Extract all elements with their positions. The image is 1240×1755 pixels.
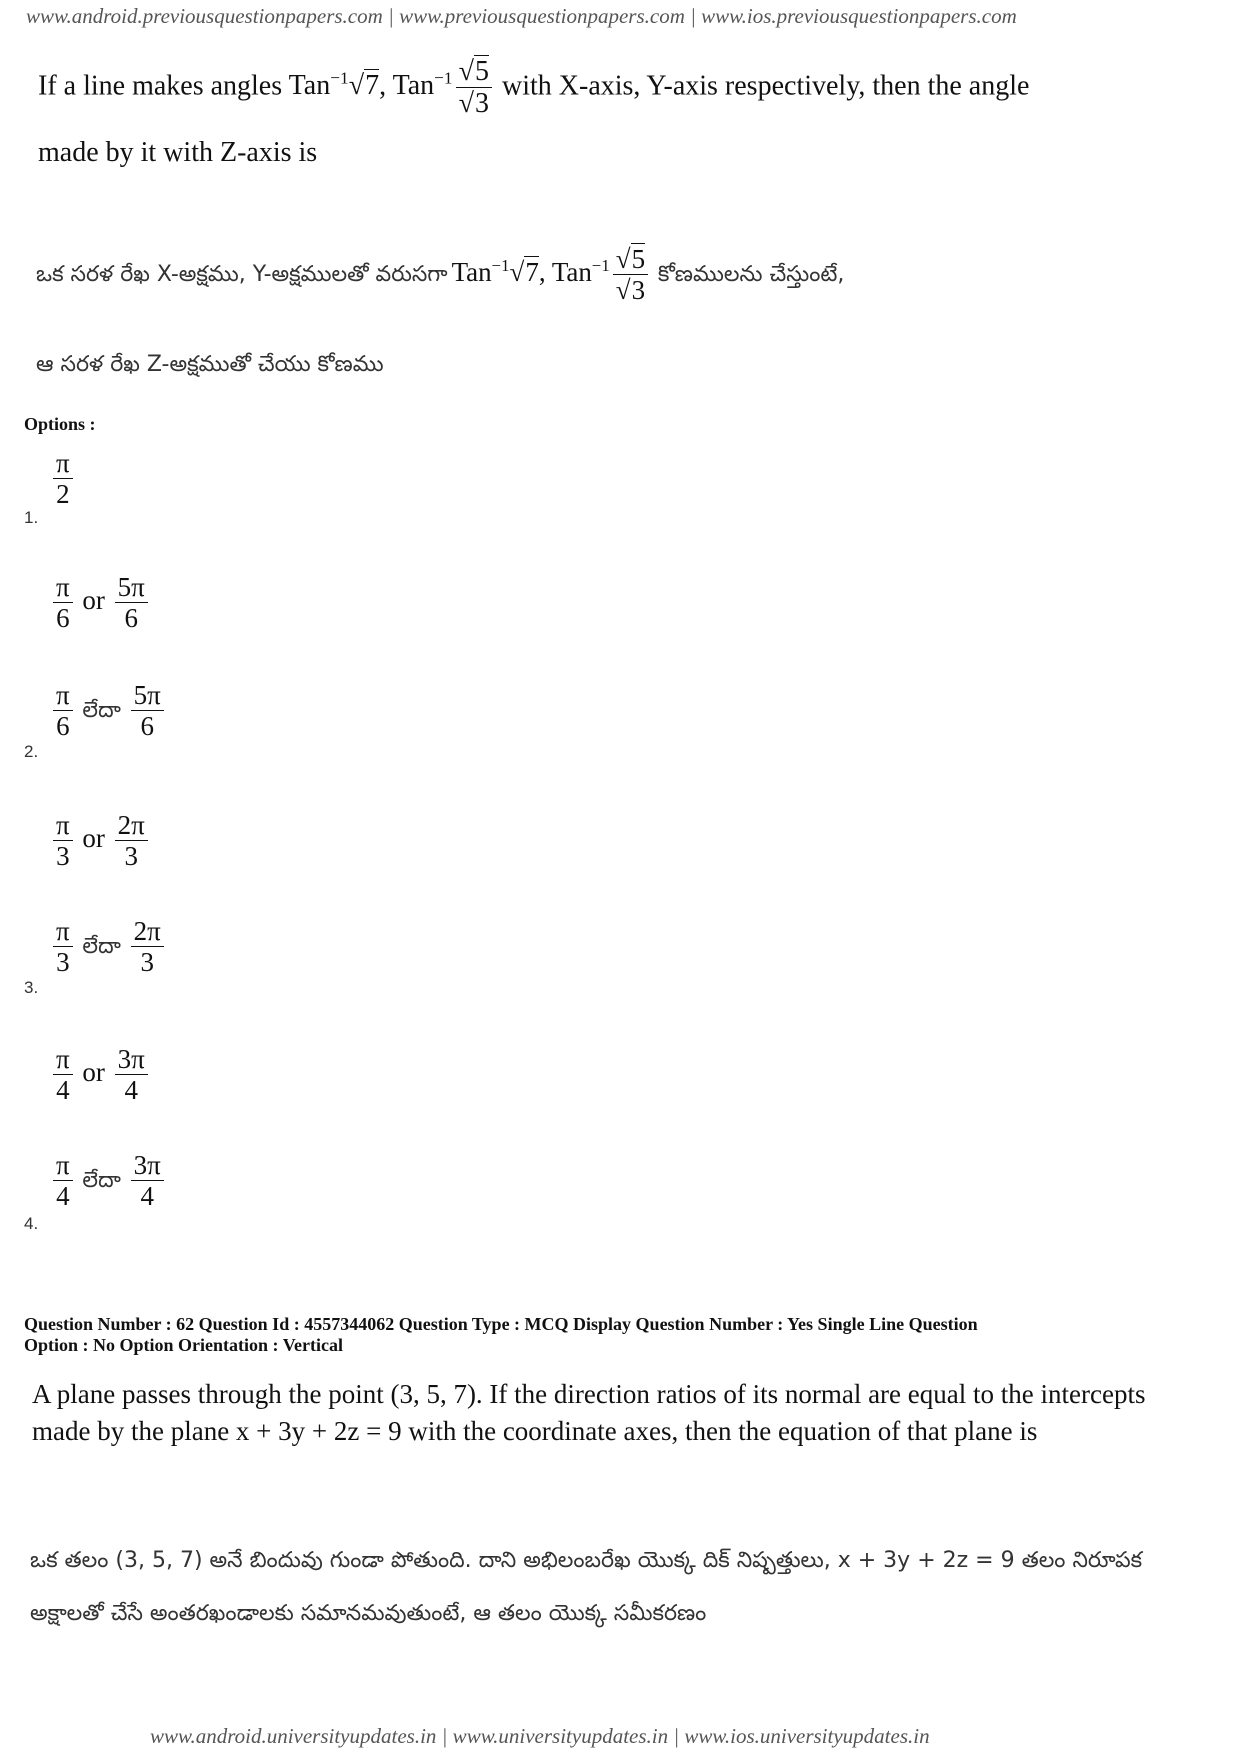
option-4-en: $\frac{\pi}{4}$ or $\frac{3\pi}{4}$ [50,1044,151,1105]
option-4-te: $\frac{\pi}{4}$ లేదా $\frac{3\pi}{4}$ [50,1150,167,1211]
q62-telugu: ఒక తలం (3, 5, 7) అనే బిందువు గుండా పోతుంది. దాని అభిలంబరేఖ యొక్క దిక్ నిష్పత్తులు, x + 3y + 2z = 9 తలం నిరూపక అక్షాలతో చేసే అంతరఖండాలకు సమానమవుతుంటే, ఆ తలం యొక్క సమీకరణం [30,1548,1143,1626]
q61-suffix: with X-axis, Y-axis respectively, then the angle [502,70,1030,102]
option-2-number: 2. [24,742,39,761]
q61-english-line2: made by it with Z-axis is [38,137,318,168]
q61-te-prefix: ఒక సరళ రేఖ X-అక్షము, Y-అక్షములతో వరుసగా [36,261,448,287]
option-1-en: $\frac{\pi}{2}$ [50,448,76,509]
q61-telugu-line2: ఆ సరళ రేఖ Z-అక్షముతో చేయు కోణము [36,352,384,377]
option-3-en: $\frac{\pi}{3}$ or $\frac{2\pi}{3}$ [50,810,151,871]
q62-meta-line1: Question Number : 62 Question Id : 4557344062 Question Type : MCQ Display Question Number : Yes Single Line Question [24,1314,978,1334]
tan-inv-sqrt7: Tan$^{-1}$√7 [288,68,380,102]
q61-te-suffix: కోణములను చేస్తుంటే, [657,261,845,287]
q62-metadata [24,1314,1214,1356]
tan-inv-frac: Tan$^{-1}$ $\frac{√5}{√3}$ [393,70,495,101]
watermark-bottom: www.android.universityupdates.in | www.universityupdates.in | www.ios.universityupdates.in [150,1724,930,1748]
option-2-en: $\frac{\pi}{6}$ or $\frac{5\pi}{6}$ [50,572,151,633]
option-1-number: 1. [24,508,39,527]
q61-prefix: If a line makes angles [38,70,283,102]
q61-telugu-line1 [36,244,844,305]
q61-english-line1: If a line makes angles Tan$^{-1}$√7, Tan$^{-1}$ $\frac{√5}{√3}$ with X-axis, Y-axis respectively, then the angle [38,56,1030,120]
option-3-te: $\frac{\pi}{3}$ లేదా $\frac{2\pi}{3}$ [50,916,167,977]
option-4-number: 4. [24,1214,39,1233]
q62-english: A plane passes through the point (3, 5, 7). If the direction ratios of its normal are equal to the intercepts made by the plane x + 3y + 2z = 9 with the coordinate axes, then the equation of that plane is [32,1379,1146,1446]
watermark-top: www.android.previousquestionpapers.com | www.previousquestionpapers.com | www.ios.previousquestionpapers.com [26,4,1017,28]
q62-meta-line2: Option : No Option Orientation : Vertical [24,1335,343,1355]
option-3-number: 3. [24,978,39,997]
options-label: Options : [24,414,96,434]
te-tan-expr: Tan$^{-1}$√7, Tan$^{-1}$ $\frac{√5}{√3}$ [452,257,658,287]
option-2-te: $\frac{\pi}{6}$ లేదా $\frac{5\pi}{6}$ [50,680,167,741]
